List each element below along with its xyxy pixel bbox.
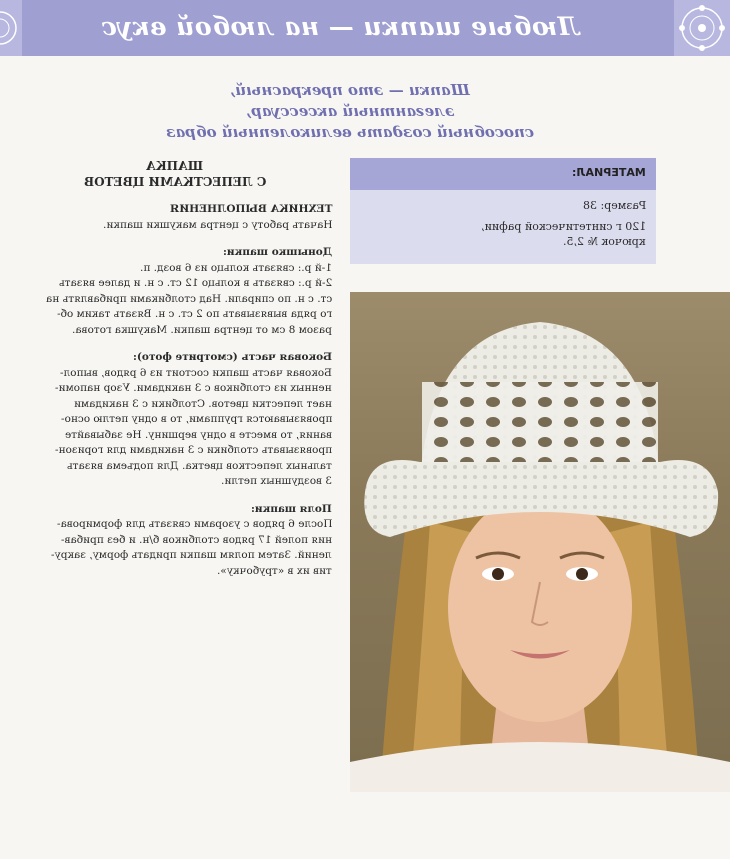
side-line: вания, то вместе в одну вершину. Не забывайте bbox=[64, 428, 332, 441]
brim-line: тив их в «трубочку». bbox=[217, 564, 332, 577]
crown-section bbox=[18, 245, 332, 338]
technique-heading: ТЕХНИКА ВЫПОЛНЕНИЯ bbox=[169, 203, 332, 215]
side-line: нает лепестки цветов. Столбики с 3 накидами bbox=[74, 397, 332, 410]
crown-line: 1-й р.: связать кольцо из 6 возд. п. bbox=[140, 261, 332, 274]
ornament-left-icon bbox=[0, 0, 22, 56]
crown-line: 2-й р.: связать в кольцо 12 ст. с н. и далее вязать bbox=[58, 277, 332, 289]
hat-title bbox=[60, 158, 290, 190]
materials-label: МАТЕРИАЛ: bbox=[572, 166, 646, 179]
crown-heading: Донышко шапки: bbox=[222, 246, 332, 258]
side-line: провязывать столбики с 3 накидами для горизон- bbox=[54, 444, 332, 456]
side-line: тальных лепестков цветка. Для подъема вязать bbox=[67, 459, 332, 472]
technique-subtitle: Начать работу с центра макушки шапки. bbox=[102, 218, 332, 231]
materials-yarn: 120 г синтетической рафии, bbox=[480, 220, 646, 233]
materials-hook: крючок № 2,5. bbox=[563, 235, 646, 248]
hat-title-line: ШАПКА bbox=[146, 159, 204, 173]
brim-heading: Поля шапки: bbox=[251, 502, 332, 515]
header-banner bbox=[0, 0, 730, 56]
hat-title-line: С ЛЕПЕСТКАМИ ЦВЕТОВ bbox=[83, 175, 267, 189]
ornament-right-icon bbox=[674, 0, 730, 56]
side-line: провязываются группами, то в одну петлю осно- bbox=[60, 413, 332, 425]
intro-line: способный создать великолепный образ bbox=[166, 123, 534, 141]
side-section bbox=[18, 350, 332, 490]
woman-in-hat-illustration bbox=[350, 292, 730, 792]
side-line: Боковая часть шапки состоит из 6 рядов, выпол- bbox=[60, 366, 332, 379]
intro-line: элегантный аксессуар, bbox=[245, 102, 455, 120]
brim-line: После 6 рядов с узорами связать для формирова- bbox=[56, 518, 332, 530]
intro-text bbox=[150, 80, 550, 143]
brim-section bbox=[18, 502, 332, 580]
crown-line: ст. с н. по спирали. Над столбиками прибавлять на bbox=[45, 292, 332, 305]
side-heading: Боковая часть (смотрите фото): bbox=[132, 351, 332, 363]
materials-size: Размер: 38 bbox=[582, 199, 646, 212]
intro-line: Шапки — это прекрасный, bbox=[230, 81, 470, 99]
brim-line: лений. Затем полям шапки придать форму, закру- bbox=[51, 549, 332, 561]
brim-line: ния полей 17 рядов столбиков б/н. и без прибав- bbox=[61, 533, 332, 546]
instructions bbox=[18, 202, 332, 591]
crown-line: разом 8 см от центра шапки. Макушка готова. bbox=[72, 323, 332, 336]
banner-title: Любые шапки — на любой вкус bbox=[100, 12, 580, 41]
side-line: 3 воздушных петли. bbox=[220, 475, 332, 487]
hat-photo bbox=[350, 292, 730, 792]
crown-line: го ряда вывязывать по 2 ст. с н. Вязать таким об- bbox=[57, 308, 332, 320]
materials-box bbox=[350, 158, 656, 264]
side-line: ненных из столбиков с 3 накидами. Узор напоми- bbox=[55, 382, 332, 394]
